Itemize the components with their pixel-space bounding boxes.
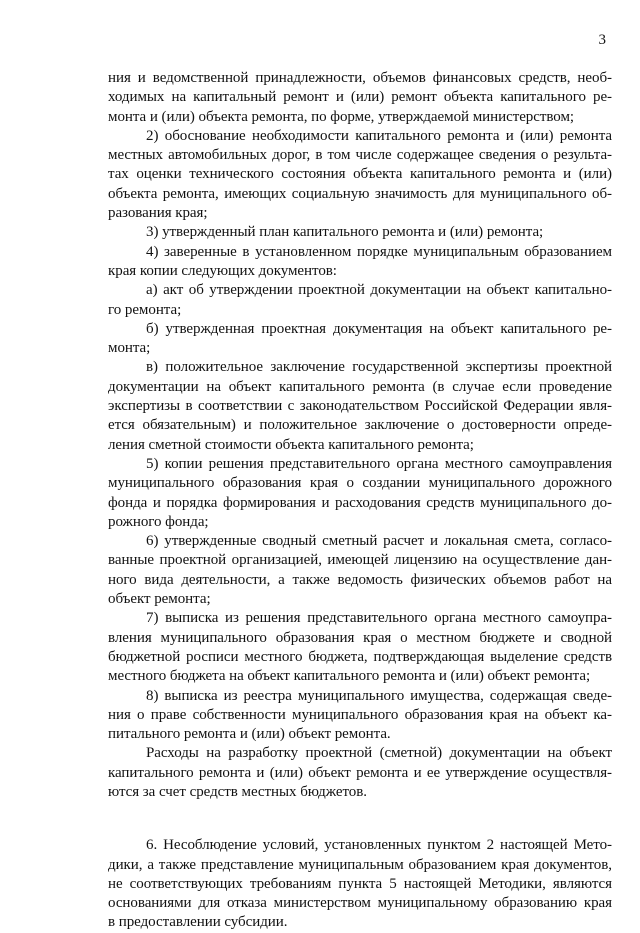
text-line: ния и ведомственной принадлежности, объемов финансовых средств, необ- bbox=[108, 70, 612, 86]
text-line: монта; bbox=[108, 340, 151, 357]
paragraph bbox=[108, 320, 612, 359]
document-body bbox=[108, 69, 612, 933]
text-line: го ремонта; bbox=[108, 301, 182, 318]
text-line: 4) заверенные в установленном порядке муниципальным образованием bbox=[146, 243, 612, 260]
text-line: а) акт об утверждении проектной документации на объект капитально- bbox=[146, 282, 612, 299]
paragraph bbox=[108, 281, 612, 320]
text-line: рожного фонда; bbox=[108, 513, 209, 530]
paragraph bbox=[108, 69, 612, 127]
text-line: 8) выписка из реестра муниципального имущества, содержащая сведе- bbox=[146, 687, 612, 704]
paragraph bbox=[108, 744, 612, 802]
paragraph bbox=[108, 455, 612, 532]
paragraph bbox=[108, 127, 612, 223]
paragraph bbox=[108, 532, 612, 609]
text-line: не соответствующих требованиям пункта 5 настоящей Методики, являются bbox=[108, 875, 612, 892]
text-line: ется обязательным) и положительное заключение о достоверности опреде- bbox=[108, 417, 612, 434]
text-line: муниципального образования края о создании муниципального дорожного bbox=[108, 475, 612, 492]
text-line: объекта ремонта, имеющих социальную значимость для муниципального об- bbox=[108, 185, 612, 202]
text-line: тах оценки технического состояния объекта капитального ремонта и (или) bbox=[108, 166, 612, 183]
text-line: 2) обоснование необходимости капитального ремонта и (или) ремонта bbox=[146, 127, 612, 144]
text-line: документации на объект капитального ремонта (в случае если проведение bbox=[108, 378, 612, 395]
text-line: Расходы на разработку проектной (сметной) документации на объект bbox=[146, 745, 612, 762]
text-line: 5) копии решения представительного органа местного самоуправления bbox=[146, 455, 612, 472]
text-line: местного бюджета на объект капитального ремонта и (или) объект ремонта; bbox=[108, 668, 591, 685]
text-line: ния о праве собственности муниципального образования края на объект ка- bbox=[108, 706, 612, 723]
paragraph bbox=[108, 687, 612, 745]
text-line: 6) утвержденные сводный сметный расчет и локальная смета, согласо- bbox=[146, 533, 612, 550]
text-line: ного вида деятельности, а также ведомость физических объемов работ на bbox=[108, 571, 612, 588]
text-line: экспертизы в соответствии с законодательством Российской Федерации явля- bbox=[108, 398, 612, 415]
paragraph bbox=[108, 223, 612, 242]
text-line: в предоставлении субсидии. bbox=[108, 914, 288, 931]
text-line: 3) утвержденный план капитального ремонта и (или) ремонта; bbox=[146, 224, 544, 241]
text-line: 7) выписка из решения представительного органа местного самоупра- bbox=[146, 610, 612, 627]
text-line: ходимых на капитальный ремонт и (или) ремонт объекта капитального ре- bbox=[108, 89, 612, 106]
text-line: фонда и порядка формирования и расходования средств муниципального до- bbox=[108, 494, 612, 511]
text-line: бюджетной росписи местного бюджета, подтверждающая выделение средств bbox=[108, 648, 612, 665]
text-line: вления муниципального образования края о местном бюджете и сводной bbox=[108, 629, 612, 646]
text-line: монта и (или) объекта ремонта, по форме, утверждаемой министерством; bbox=[108, 108, 575, 125]
text-line: дики, а также представление муниципальным образованием края документов, bbox=[108, 856, 612, 873]
paragraph bbox=[108, 243, 612, 282]
text-line: в) положительное заключение государственной экспертизы проектной bbox=[146, 359, 612, 376]
text-line: края копии следующих документов: bbox=[108, 262, 337, 279]
text-line: питального ремонта и (или) объект ремонта. bbox=[108, 726, 391, 743]
text-line: разования края; bbox=[108, 205, 208, 222]
text-line: ванные проектной организацией, имеющей лицензию на осуществление дан- bbox=[108, 552, 612, 569]
text-line: 6. Несоблюдение условий, установленных пунктом 2 настоящей Мето- bbox=[146, 837, 612, 854]
text-line: основаниями для отказа министерством муниципальному образованию края bbox=[108, 895, 612, 912]
text-line: ления сметной стоимости объекта капитального ремонта; bbox=[108, 436, 474, 453]
paragraph bbox=[108, 836, 612, 932]
text-line: б) утвержденная проектная документация на объект капитального ре- bbox=[146, 320, 612, 337]
page-number: 3 bbox=[598, 32, 606, 48]
paragraph bbox=[108, 609, 612, 686]
text-line: местных автомобильных дорог, в том числе содержащее сведения о результа- bbox=[108, 147, 612, 164]
paragraph bbox=[108, 358, 612, 454]
text-line: ются за счет средств местных бюджетов. bbox=[108, 783, 367, 800]
text-line: объект ремонта; bbox=[108, 591, 211, 608]
section-spacer bbox=[108, 802, 612, 836]
text-line: капитального ремонта и (или) объект ремонта и ее утверждение осуществля- bbox=[108, 764, 612, 781]
